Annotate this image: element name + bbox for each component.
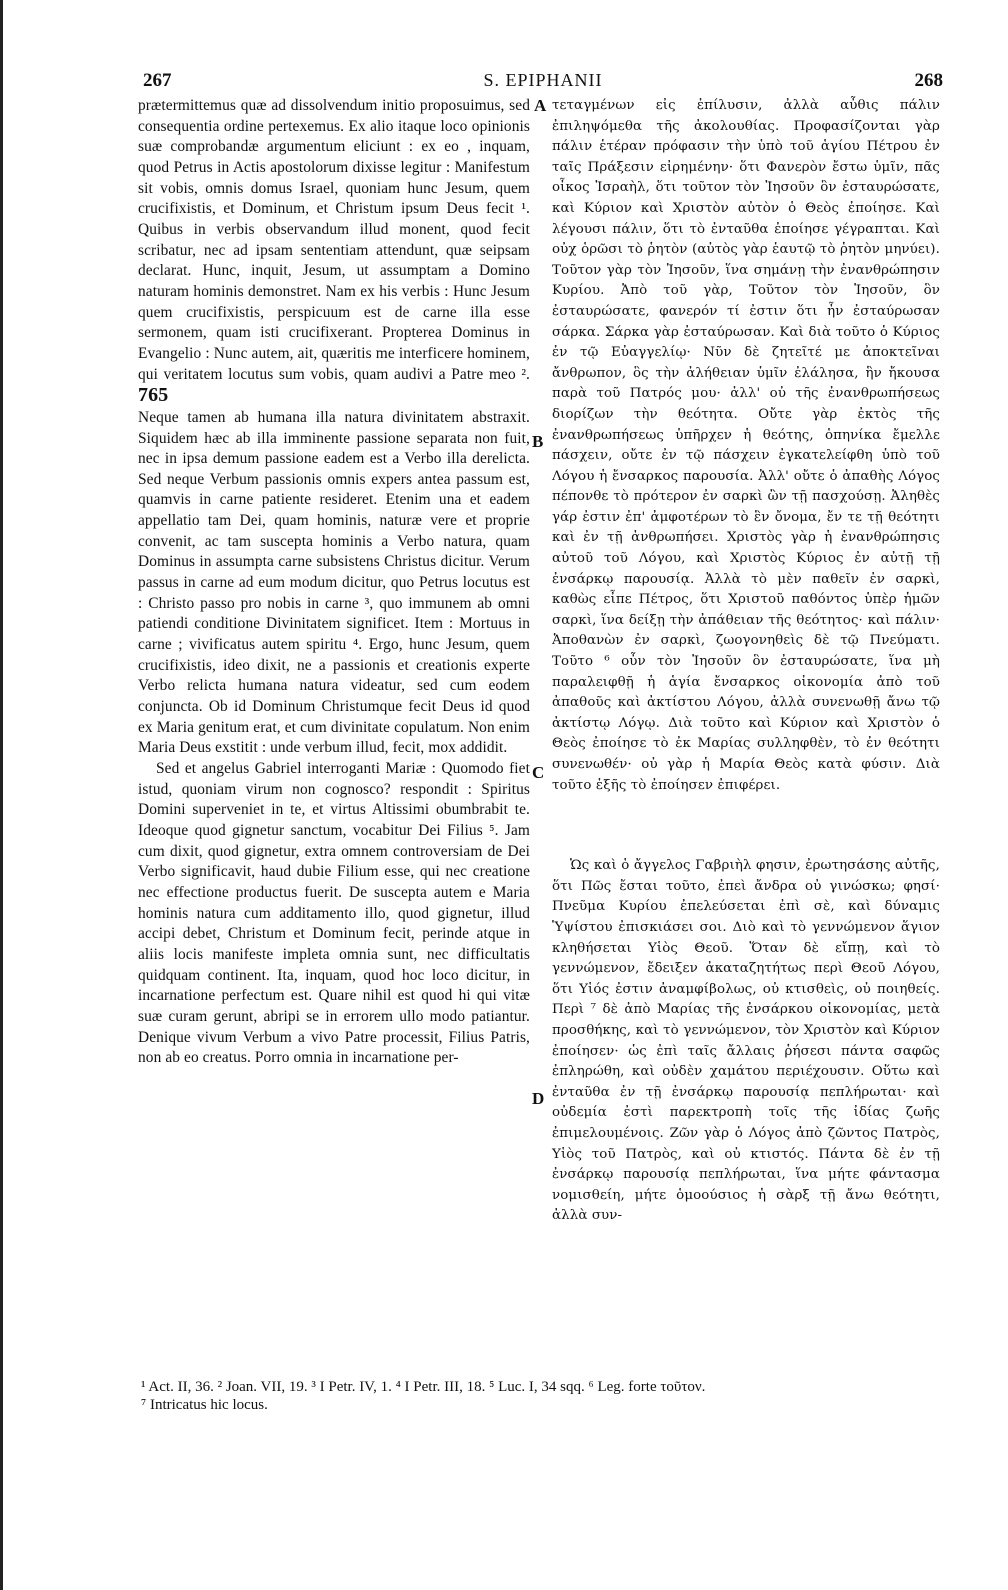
marginal-number: 765 [138, 384, 169, 407]
running-title: S. EPIPHANII [483, 70, 603, 90]
greek-paragraph-1: τεταγμένων εἰς ἐπίλυσιν, ἀλλὰ αὖθις πάλιν ἐπιληψόμεθα τῆς ἀκολουθίας. Προφασίζονται γὰρ πάλιν ἑτέραν πρόφασιν τὴν ὑπὸ τοῦ ἁγίου Πέτρου ἐν ταῖς Πράξεσιν εἰρημένην· ὅτι Φανερὸν ἔστω ὑμῖν, πᾶς οἶκος Ἰσραὴλ, ὅτι τοῦτον τὸν Ἰησοῦν ὃν ἐσταυρώσατε, καὶ Κύριον καὶ Χριστὸν αὐτὸν ὁ Θεὸς ἐποίησε. Καὶ λέγουσι πάλιν, ὅτι τὸ ἐνταῦθα ἐποίησε γέγραπται. Καὶ οὐχ ὁρῶσι τὸ ῥητὸν (αὐτὸς γὰρ ἑαυτῷ τὸ ῥητὸν μηνύει). Τοῦτον γὰρ τὸν Ἰησοῦν, ἵνα σημάνῃ τὴν ἐνανθρώπησιν Κυρίου. Ἀπὸ τοῦ γὰρ, Τοῦτον τὸν Ἰησοῦν, ὃν ἐσταυρώσατε, φανερόν τί ἐστιν ὅτι ἦν ἐσταύρωσαν σάρκα. Σάρκα γὰρ ἐσταύρωσαν. Καὶ διὰ τοῦτο ὁ Κύριος ἐν τῷ Εὐαγγελίῳ· Νῦν δὲ ζητεῖτέ με ἀποκτεῖναι ἄνθρωπον, ὃς τὴν ἀλήθειαν ὑμῖν ἐλάλησα, ἣν ἤκουσα παρὰ τοῦ Πατρός μου· ἀλλ' οὐ τῆς ἐνανθρωπήσεως διορίζων τὴν θεότητα. Οὔτε γὰρ ἐκτὸς τῆς ἐνανθρωπήσεως ὑπῆρχεν ἡ θεότης, ὁπηνίκα ἔμελλε πάσχειν, οὔτε ἐν τῷ πάσχειν ἐγκατελείφθη ὑπὸ τοῦ Λόγου ἡ ἔνσαρκος παρουσία. Ἀλλ' οὔτε ὁ ἀπαθὴς Λόγος πέπονθε τὸ πρότερον ἐν σαρκὶ ὢν τῇ πασχούσῃ. Ἀληθὲς γάρ ἐστιν ἐπ' ἀμφοτέρων τὸ ἓν ὄνομα, ἔν τε τῇ θεότητι καὶ ἐν τῇ ἀνθρωπήσει. Χριστὸς γὰρ ἡ ἐνανθρώπησις αὐτοῦ τοῦ Λόγου, καὶ Χριστὸς Κύριος ἐν αὐτῇ τῇ ἐνσάρκῳ παρουσίᾳ. Ἀλλὰ τὸ μὲν παθεῖν ἐν σαρκὶ, καθὼς εἶπε Πέτρος, ὅτι Χριστοῦ παθόντος ὑπὲρ ἡμῶν σαρκὶ, ἵνα δείξῃ τὴν ἀπάθειαν τῆς θεότητος· καὶ πάλιν· Ἀποθανὼν ἐν σαρκὶ, ζωογονηθεὶς δὲ τῷ Πνεύματι. Τοῦτο ⁶ οὖν τὸν Ἰησοῦν ὃν ἐσταυρώσατε, ἵνα μὴ παραλειφθῇ ἡ ἁγία ἔνσαρκος οἰκονομία ἀπὸ τοῦ ἀπαθοῦς καὶ ἀκτίστου Λόγου, ἀλλὰ συνενωθῇ ἄνω τῷ ἀκτίστῳ Λόγῳ. Διὰ τοῦτο καὶ Κύριον καὶ Χριστὸν ὁ Θεὸς ἐποίησε τὸ ἐκ Μαρίας συλληφθὲν, τὸ ἐν θεότητι συνενωθέν· οὐ γὰρ ἡ Μαρία Θεὸς κατὰ φύσιν. Διὰ τοῦτο ἑξῆς τὸ ἐποίησεν ἐπιφέρει. [552, 98, 940, 793]
latin-paragraph-1b: Neque tamen ab humana illa natura divinitatem abstraxit. Siquidem hæc ab illa imminente passione separata non fuit, nec in ipsa demum passione eadem est a Verbo illa derelicta. Sed neque Verbum passionis omnis expers antea passum est, quamvis in carne patiente resideret. Etenim una et eadem appellatio tam Dei, quam hominis, naturæ vere et proprie convenit, ac tam suscepta hominis a Verbo natura, quam Dominus in assumpta carne subsistens Christus dicitur. Verum passus in carne ad eum modum dicitur, quo Petrus locutus est : Christo passo pro nobis in carne ³, quo immunem ab omni patiendi conditione Divinitatem significet. Item : Mortuus in carne ; vivificatus autem spiritu ⁴. Ergo, hunc Jesum, quem crucifixistis, ideo dixit, ne a passionis et creationis experte Verbo relicta humana natura videatur, sed cum eodem conjuncta. Ob id Dominum Christumque fecit Deus id quod ex Maria genitum erat, et cum divinitate copulatum. Non enim Maria Deus exstitit : unde verbum illud, fecit, mox addidit. [138, 408, 530, 757]
footnotes [141, 1378, 941, 1414]
greek-column [552, 96, 940, 1227]
footnote-line-1: ¹ Act. II, 36. ² Joan. VII, 19. ³ I Petr. IV, 1. ⁴ I Petr. III, 18. ⁵ Luc. I, 34 sqq. ⁶ Leg. forte τοῦτον. [141, 1379, 706, 1395]
latin-paragraph-1-text: prætermittemus quæ ad dissolvendum initio proposuimus, sed consequentia ordine pertexemus. Ex alio itaque loco opinionis suæ comprobandæ argumentum eliciunt : ex eo , inquam, quod Petrus in Actis apostolorum dixisse legitur : Manifestum sit vobis, omnis domus Israel, quoniam hunc Jesum, quem crucifixistis, et Dominum, et Christum ipsum Deus fecit ¹. Quibus in verbis observandum illud monent, quod fecit scribatur, nec ad ipsam sententiam attendunt, quæ seipsam declarat. Hunc, inquit, Jesum, ut assumptam a Domino naturam hominis demonstret. Nam ex his verbis : Hunc Jesum quem crucifixistis, perspicuum est de carne illa esse sermonem, quam isti crucifixerant. Propterea Dominus in Evangelio : Nunc autem, ait, quæritis me interficere hominem, qui veritatem locutus sum vobis, quam audivi a Patre meo ². [138, 97, 530, 383]
footnote-line-2: ⁷ Intricatus hic locus. [141, 1397, 268, 1413]
section-marker-a: A [534, 96, 547, 115]
greek-paragraph-2: Ὡς καὶ ὁ ἄγγελος Γαβριὴλ φησιν, ἐρωτησάσης αὐτῆς, ὅτι Πῶς ἔσται τοῦτο, ἐπεὶ ἄνδρα οὐ γινώσκω; φησί· Πνεῦμα Κυρίου ἐπελεύσεται ἐπὶ σὲ, καὶ δύναμις Ὑψίστου ἐπισκιάσει σοι. Διὸ καὶ τὸ γεννώμενον ἅγιον κληθήσεται Υἱὸς Θεοῦ. Ὅταν δὲ εἴπῃ, καὶ τὸ γεννώμενον, ἔδειξεν ἀκαταζητήτως περὶ Θεοῦ Λόγου, ὅτι Υἱός ἐστιν ἀναμφίβολως, οὐ κτισθεὶς, οὐ ποιηθείς. Περὶ ⁷ δὲ ἀπὸ Μαρίας τῆς ἐνσάρκου οἰκονομίας, μετὰ προσθήκης, καὶ τὸ γεννώμενον, τὸν Χριστὸν καὶ Κύριον ἐποίησεν· ὡς ἐπὶ ταῖς ἄλλαις ῥήσεσι πάντα σαφῶς ἐπληρώθη, καὶ οὐδὲν χαμάτου περιέχουσιν. Οὕτω καὶ ἐνταῦθα ἐν τῇ ἐνσάρκῳ παρουσίᾳ πεπλήρωται· καὶ οὐδεμία ἐστὶ παρεκτροπὴ τοῖς τῆς ἰδίας ζωῆς ἐπιμελουμένοις. Ζῶν γὰρ ὁ Λόγος ἀπὸ ζῶντος Πατρὸς, Υἱὸς τοῦ Πατρὸς, καὶ οὐ κτιστός. Πάντα δὲ ἐν τῇ ἐνσάρκῳ παρουσίᾳ πεπλήρωται, ἵνα μήτε φάντασμα νομισθείη, μήτε ὁμοούσιος ἡ σὰρξ τῇ ἄνω θεότητι, ἀλλὰ συν- [552, 858, 940, 1224]
section-marker-b: B [532, 432, 544, 451]
latin-paragraph-1 [138, 96, 530, 408]
latin-column [138, 96, 530, 1069]
page-number-right: 268 [914, 70, 943, 91]
section-marker-d: D [532, 1089, 545, 1108]
latin-paragraph-2: Sed et angelus Gabriel interroganti Mariæ : Quomodo fiet istud, quoniam virum non cognosco? respondit : Spiritus Domini superveniet in te, et virtus Altissimi obumbrabit te. Ideoque quod gignetur sanctum, vocabitur Dei Filius ⁵. Jam cum dixit, quod gignetur, extra omnem controversiam de Dei Verbo significavit, haud dubie Filium esse, qui nec creatione nec effectione productus fuerit. De suscepta autem e Maria hominis natura cum additamento illo, quod gignetur, illud accipi debet, Christum et Dominum fecit, perinde atque in aliis locis manifeste impleta omnia sunt, nec difficultatis quidquam continent. Ita, inquam, quod hoc loco dicitur, in incarnatione perfectum est. Quare nihil est quod hi qui vitæ suæ curam gerunt, abripi se in errorem ullo modo patiantur. Denique vivum Verbum a vivo Patre processit, Filius Patris, non ab eo creatus. Porro omnia in incarnatione per- [138, 760, 530, 1067]
footnote-rule [138, 1372, 940, 1373]
section-marker-c: C [532, 763, 545, 782]
page-number-left: 267 [143, 70, 172, 91]
